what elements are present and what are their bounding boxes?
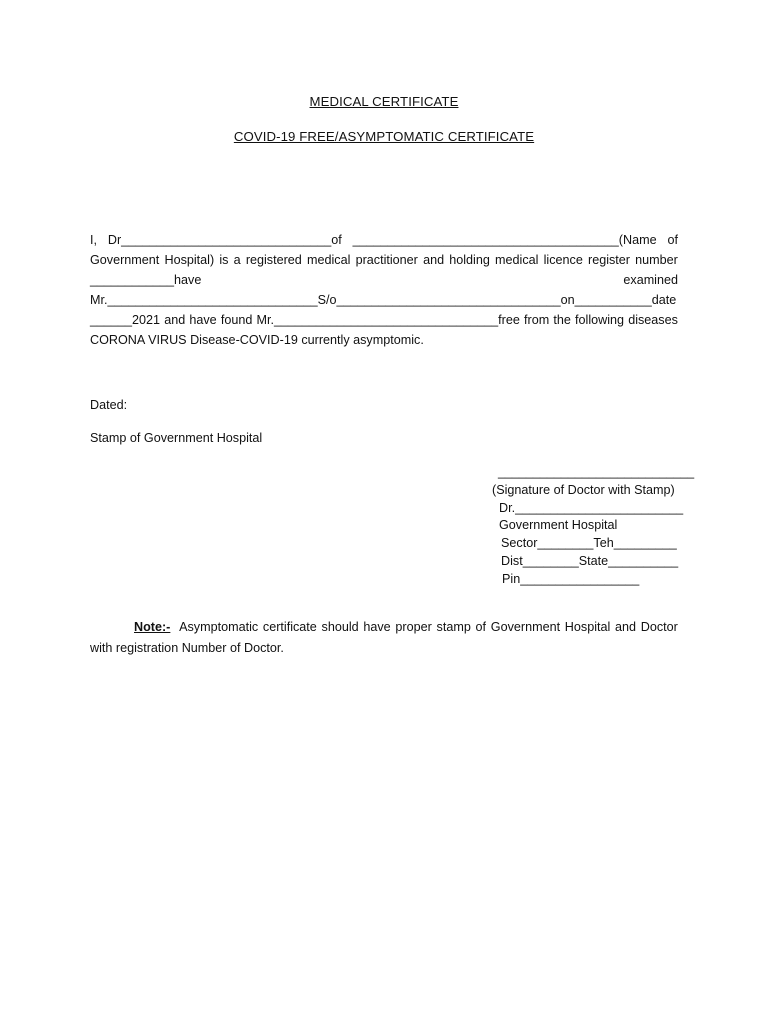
signature-caption: (Signature of Doctor with Stamp) (492, 482, 675, 497)
body-line-1 (90, 230, 678, 250)
body-word: of (667, 233, 678, 247)
body-last-line: CORONA VIRUS Disease-COVID-19 currently asymptomic. (90, 333, 424, 347)
body-word: found (220, 313, 253, 327)
body-word: holding (449, 253, 490, 267)
dated-label: Dated: (90, 398, 128, 412)
note-word: Government (490, 620, 561, 634)
signature-dist-state: Dist________State__________ (501, 553, 679, 568)
body-word: the (553, 313, 571, 327)
date-year-blank: ______2021 (90, 313, 161, 327)
note-word: of (475, 620, 487, 634)
body-word: medical (495, 253, 539, 267)
note-second-line: with registration Number of Doctor. (90, 641, 284, 655)
body-word: Hospital) (164, 253, 215, 267)
body-word: medical (307, 253, 351, 267)
body-line-4 (90, 290, 678, 310)
note-word: have (363, 620, 391, 634)
certificate-body (90, 230, 678, 350)
body-line-3 (90, 270, 678, 290)
body-word: is (219, 253, 229, 267)
note-word: Hospital (564, 620, 611, 634)
signature-doctor-blank: Dr.________________________ (499, 500, 684, 515)
body-word: number (635, 253, 678, 267)
note-word: certificate (262, 620, 317, 634)
body-line-6 (90, 330, 678, 350)
note-label: Note:- (134, 620, 171, 634)
signature-rule: ____________________________ (498, 465, 695, 479)
body-line-2 (90, 250, 678, 270)
doctor-name-blank: Dr______________________________of (107, 233, 342, 247)
body-word: registered (245, 253, 302, 267)
body-word: examined (623, 273, 678, 287)
body-word: a (233, 253, 241, 267)
document-subtitle: COVID-19 FREE/ASYMPTOMATIC CERTIFICATE (233, 129, 535, 144)
note-word: stamp (436, 620, 471, 634)
body-word: have (189, 313, 217, 327)
body-word: and (164, 313, 186, 327)
note-word: Asymptomatic (179, 620, 259, 634)
body-word: Government (90, 253, 160, 267)
note-word: Doctor (640, 620, 678, 634)
body-word: from (524, 313, 550, 327)
patient-name-blank: Mr.________________________________free (256, 313, 520, 327)
signature-pin: Pin_________________ (502, 571, 640, 586)
body-word: register (588, 253, 630, 267)
licence-number-blank: ____________have (90, 273, 202, 287)
body-word: diseases (628, 313, 678, 327)
body-word: I, (90, 233, 97, 247)
body-line-5 (90, 310, 678, 330)
document-title: MEDICAL CERTIFICATE (309, 94, 459, 109)
signature-block (492, 464, 695, 589)
note-first-line (90, 617, 678, 638)
body-word: licence (543, 253, 583, 267)
note-word: should (321, 620, 359, 634)
hospital-stamp-label: Stamp of Government Hospital (90, 431, 263, 445)
note-word: and (615, 620, 637, 634)
patient-details-blanks: Mr.______________________________S/o________________________________on___________date (90, 293, 677, 307)
hospital-name-blank: ______________________________________(Name (352, 233, 657, 247)
body-word: and (423, 253, 445, 267)
signature-hospital: Government Hospital (499, 518, 618, 533)
note-section (90, 617, 678, 659)
body-word: following (575, 313, 625, 327)
body-word: practitioner (355, 253, 418, 267)
signature-sector-teh: Sector________Teh_________ (501, 536, 677, 551)
note-word: proper (395, 620, 432, 634)
